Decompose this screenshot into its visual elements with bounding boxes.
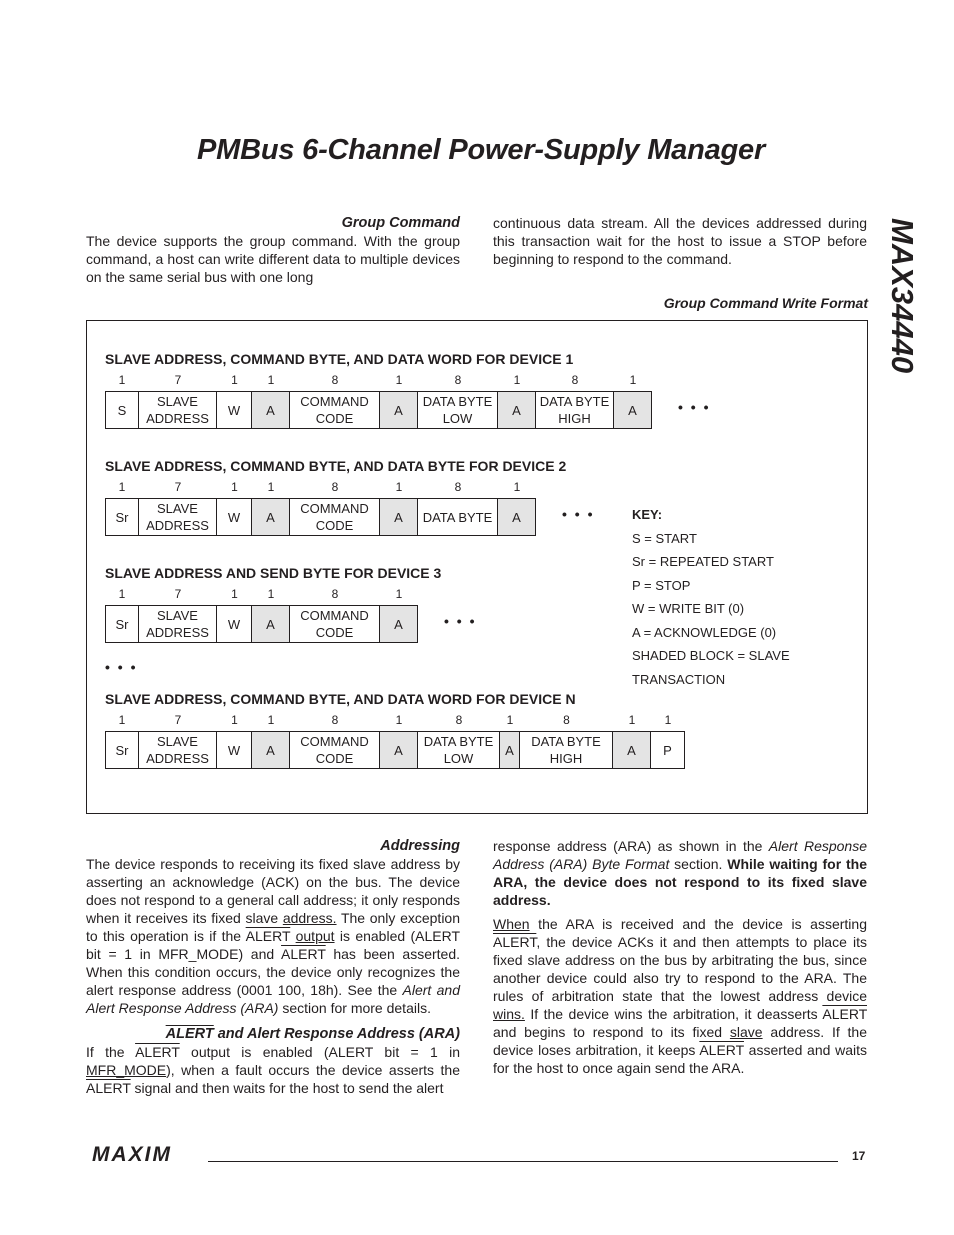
bit-count: 1 [513,373,521,387]
page-title: PMBus 6-Channel Power-Supply Manager [197,134,766,166]
row-title: SLAVE ADDRESS, COMMAND BYTE, AND DATA WORD FOR DEVICE N [105,691,576,707]
row-title: SLAVE ADDRESS, COMMAND BYTE, AND DATA WORD FOR DEVICE 1 [105,351,574,367]
frame-cell: COMMAND CODE [290,498,380,536]
bit-count: 8 [331,373,339,387]
frame-cell: A [613,731,651,769]
bit-count: 8 [454,480,462,494]
frame-cell: SLAVE ADDRESS [139,391,217,429]
frame-cell: A [498,391,536,429]
maxim-logo-text: MAXIM [92,1143,172,1165]
bit-count: 7 [174,587,182,601]
frame-cell: A [380,498,418,536]
bit-count: 8 [563,713,570,727]
ara-column-right [493,837,867,1077]
ara-heading: ALERT and Alert Response Address (ARA) [165,1026,460,1042]
frame-cell: A [252,605,290,643]
frame-cell: A [500,731,520,769]
maxim-logo [92,1143,202,1165]
addressing-paragraph: The device responds to receiving its fixed slave address by asserting an acknowledge (ACK) on the bus. The device does not respond to a general call address; it only responds when it receives its fixed slave address. The only exception to this operation is if the ALERT output is enabled (ALERT bit = 1 in MFR_MODE) and ALERT has been asserted. When this condition occurs, the device only recognizes the alert response address (0001 100, 18h). See the Alert and Alert Response Address (ARA) section for more details. [86,856,461,1016]
frame-cell: DATA BYTE [418,498,498,536]
frame-cell: S [105,391,139,429]
frame-cell: A [252,731,290,769]
bit-count: 1 [628,713,636,727]
frame-cell: A [380,731,418,769]
bit-count: 1 [395,713,403,727]
bit-count: 1 [629,373,637,387]
group-command-heading: Group Command [341,215,460,231]
bit-count: 1 [118,713,126,727]
bit-count: 7 [174,713,182,727]
frame-cell: A [380,605,418,643]
continuation-ellipsis: • • • [444,613,477,629]
bit-count: 1 [267,373,275,387]
key-item: P = STOP [632,577,691,593]
key-item: SHADED BLOCK = SLAVE TRANSACTION [632,648,790,687]
frame-cell: W [217,498,252,536]
ara-paragraph-right-2: When the ARA is received and the device is asserting ALERT, the device ACKs it and then attempts to place its fixed slave address on the bus by arbitrating the bus, since another device could also try to respond to the ARA. The rules of arbitration state that the lowest address device wins. If the device wins the arbitration, it deasserts ALERT and begins to respond to its fixed slave address. If the device loses arbitration, it keeps ALERT asserted and waits for the host to once again send the ARA. [493,916,868,1076]
key-item: A = ACKNOWLEDGE (0) [632,624,777,640]
bit-count: 8 [454,373,462,387]
key-legend [632,503,867,691]
frame-cell: SLAVE ADDRESS [139,605,217,643]
continuation-ellipsis: • • • [678,399,711,415]
ara-paragraph-left: If the ALERT output is enabled (ALERT bit = 1 in MFR_MODE), when a fault occurs the device asserts the ALERT signal and then waits for the host to send the alert [86,1044,460,1096]
bit-count: 7 [174,373,182,387]
frame-cell: Sr [105,498,139,536]
group-command-figure [86,320,868,814]
group-command-para-1: The device supports the group command. With the group command, a host can write different data to multiple devices on the same serial bus with one long [86,233,460,285]
bit-count: 1 [664,713,672,727]
continuation-ellipsis: • • • [562,506,595,522]
frame-row [105,731,685,769]
frame-cell: SLAVE ADDRESS [139,731,217,769]
group-command-right [493,214,867,268]
frame-cell: W [217,605,252,643]
figure-caption: Group Command Write Format [663,295,868,311]
devices-ellipsis: • • • [105,659,138,675]
bit-count: 1 [395,587,403,601]
bit-count: 1 [118,373,126,387]
bit-count: 1 [118,480,126,494]
part-number-vertical: MAX34440 [885,218,920,374]
frame-row [105,498,536,536]
bit-count: 1 [231,480,238,494]
frame-cell: Sr [105,605,139,643]
bit-count: 8 [331,587,339,601]
frame-cell: A [498,498,536,536]
bit-count: 1 [395,373,403,387]
frame-cell: DATA BYTE LOW [418,731,500,769]
frame-cell: A [252,391,290,429]
bit-count: 1 [267,713,275,727]
key-item: S = START [632,530,697,546]
key-item: Sr = REPEATED START [632,554,774,569]
frame-cell: DATA BYTE LOW [418,391,498,429]
bit-count: 1 [231,373,238,387]
addressing-column [86,837,460,1097]
frame-cell: A [614,391,652,429]
group-command-para-2: continuous data stream. All the devices addressed during this transaction wait for the host to issue a STOP before beginning to respond to the command. [493,215,867,267]
frame-cell: COMMAND CODE [290,391,380,429]
bit-count: 8 [331,480,339,494]
ara-paragraph-right-1: response address (ARA) as shown in the Alert Response Address (ARA) Byte Format section. While waiting for the ARA, the device does not respond to its fixed slave address. [493,838,868,908]
frame-row [105,605,418,643]
footer-rule [208,1161,838,1162]
frame-cell: DATA BYTE HIGH [520,731,613,769]
frame-cell: Sr [105,731,139,769]
bit-count: 1 [267,480,275,494]
bit-count: 1 [231,713,238,727]
frame-cell: DATA BYTE HIGH [536,391,614,429]
bit-count: 1 [118,587,126,601]
row-title: SLAVE ADDRESS AND SEND BYTE FOR DEVICE 3 [105,565,442,581]
frame-cell: COMMAND CODE [290,605,380,643]
frame-row [105,391,652,429]
page-number: 17 [852,1149,866,1163]
key-title: KEY: [632,507,663,522]
bit-count: 8 [331,713,339,727]
bit-count: 1 [395,480,403,494]
key-item: W = WRITE BIT (0) [632,601,745,616]
group-command-left [86,214,460,286]
frame-cell: A [252,498,290,536]
bit-count: 8 [455,713,463,727]
bit-count: 1 [513,480,521,494]
bit-count: 1 [231,587,238,601]
frame-cell: P [651,731,685,769]
frame-cell: W [217,731,252,769]
bit-count: 8 [571,373,579,387]
frame-cell: W [217,391,252,429]
addressing-heading: Addressing [380,838,460,854]
frame-cell: A [380,391,418,429]
bit-count: 1 [506,713,514,727]
bit-count: 7 [174,480,182,494]
frame-cell: COMMAND CODE [290,731,380,769]
frame-cell: SLAVE ADDRESS [139,498,217,536]
bit-count: 1 [267,587,275,601]
row-title: SLAVE ADDRESS, COMMAND BYTE, AND DATA BYTE FOR DEVICE 2 [105,458,567,474]
